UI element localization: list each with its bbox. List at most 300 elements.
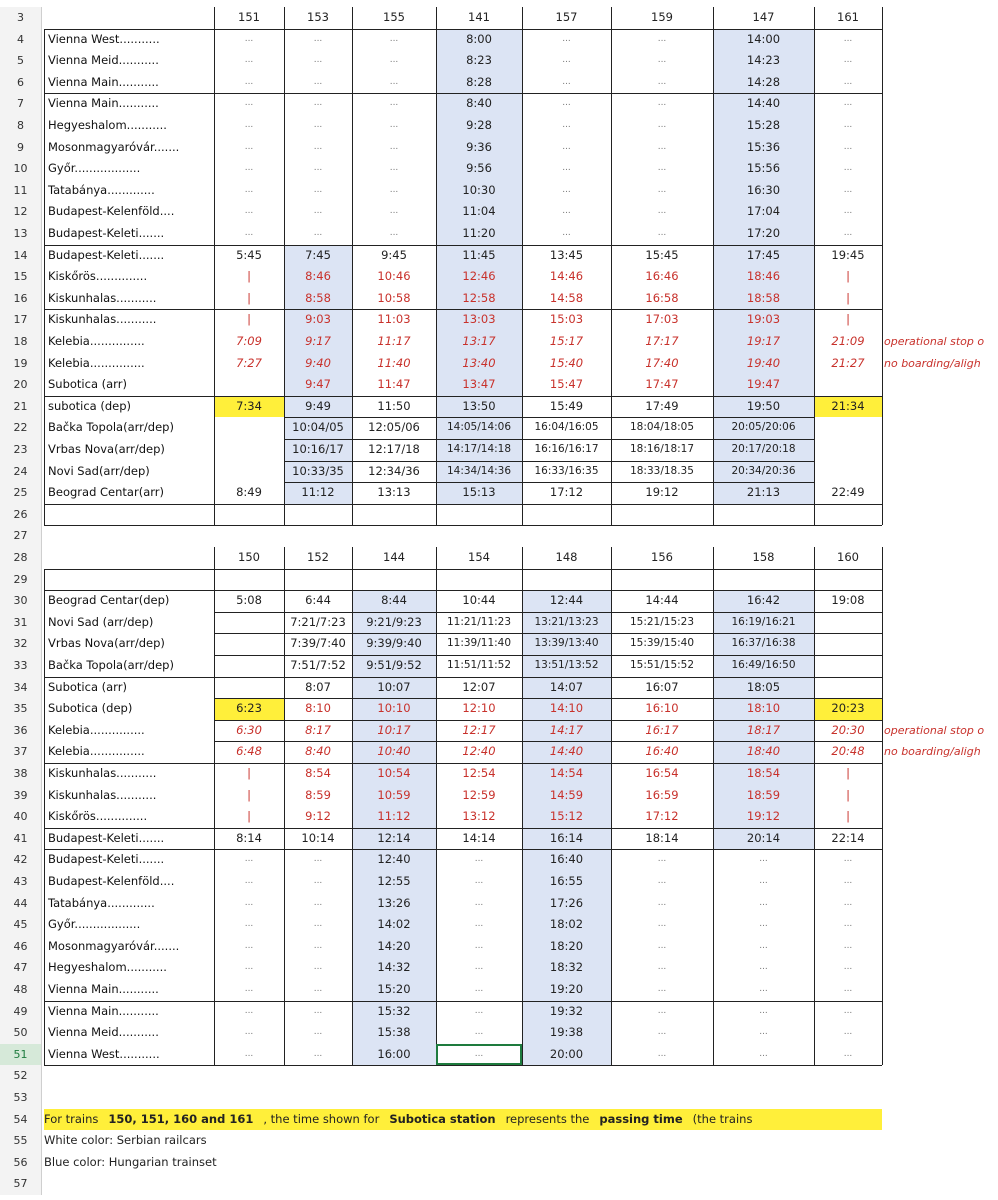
time-cell[interactable]: ...: [562, 206, 571, 217]
time-cell[interactable]: 18:14: [645, 830, 679, 845]
time-cell[interactable]: 18:17: [746, 722, 781, 737]
row-number[interactable]: 45: [0, 914, 42, 936]
time-cell[interactable]: 20:34/20:36: [731, 464, 796, 477]
time-cell[interactable]: ...: [843, 1048, 853, 1059]
station-name[interactable]: Vienna West...........: [48, 1046, 160, 1061]
station-name[interactable]: Kiskunhalas...........: [48, 787, 157, 802]
time-cell[interactable]: 16:58: [645, 290, 679, 305]
station-name[interactable]: Kiskőrös..............: [48, 809, 148, 824]
time-cell[interactable]: 16:42: [746, 593, 781, 608]
row-number[interactable]: 38: [0, 763, 42, 785]
time-cell[interactable]: ...: [657, 962, 667, 973]
time-cell[interactable]: ...: [244, 120, 254, 130]
train-number-header[interactable]: 155: [383, 10, 405, 24]
train-number-header[interactable]: 158: [752, 550, 775, 564]
station-name[interactable]: Bačka Topola(arr/dep): [48, 420, 174, 435]
time-cell[interactable]: 11:47: [377, 377, 411, 392]
train-number-header[interactable]: 159: [651, 10, 673, 24]
time-cell[interactable]: 11:21/11:23: [446, 615, 512, 628]
time-cell[interactable]: 15:32: [377, 1003, 411, 1018]
time-cell[interactable]: 6:23: [236, 701, 262, 716]
time-cell[interactable]: 8:40: [305, 744, 331, 759]
time-cell[interactable]: [814, 439, 882, 461]
time-cell[interactable]: 15:38: [377, 1025, 411, 1040]
time-cell[interactable]: 18:10: [746, 701, 781, 716]
time-cell[interactable]: 16:17: [645, 722, 679, 737]
time-cell[interactable]: ...: [389, 184, 399, 195]
time-cell[interactable]: 12:55: [377, 874, 411, 888]
row-number[interactable]: 35: [0, 698, 42, 720]
time-cell[interactable]: 12:34/36: [368, 463, 420, 478]
time-cell[interactable]: ...: [657, 33, 667, 44]
row-number[interactable]: 34: [0, 677, 42, 699]
row-number[interactable]: 57: [0, 1173, 42, 1195]
time-cell[interactable]: 10:46: [377, 269, 411, 284]
time-cell[interactable]: ...: [244, 876, 254, 886]
time-cell[interactable]: 15:39/15:40: [629, 637, 695, 650]
station-name[interactable]: Vienna Main...........: [48, 74, 159, 89]
train-number-header[interactable]: 161: [837, 10, 859, 24]
time-cell[interactable]: 18:04/18:05: [629, 421, 695, 434]
row-number[interactable]: 43: [0, 871, 42, 893]
station-name[interactable]: Budapest-Keleti.......: [48, 247, 165, 262]
time-cell[interactable]: 9:51/9:52: [366, 658, 422, 672]
time-cell[interactable]: ...: [657, 876, 667, 886]
time-cell[interactable]: 17:03: [645, 312, 679, 327]
time-cell[interactable]: 16:49/16:50: [731, 659, 796, 671]
time-cell[interactable]: 8:58: [305, 290, 331, 305]
time-cell[interactable]: ...: [313, 1027, 323, 1038]
time-cell[interactable]: 9:12: [305, 809, 331, 824]
row-number[interactable]: 51: [0, 1044, 42, 1066]
time-cell[interactable]: ...: [562, 184, 571, 195]
time-cell[interactable]: ...: [244, 897, 254, 908]
time-cell[interactable]: 17:17: [645, 334, 679, 348]
time-cell[interactable]: 7:27: [236, 355, 262, 370]
time-cell[interactable]: 19:47: [746, 377, 781, 392]
station-name[interactable]: Hegyeshalom...........: [48, 960, 167, 975]
row-number[interactable]: 25: [0, 482, 42, 504]
time-cell[interactable]: 19:50: [746, 398, 781, 413]
time-cell[interactable]: ...: [843, 876, 853, 886]
time-cell[interactable]: ...: [313, 897, 323, 908]
station-name[interactable]: Novi Sad (arr/dep): [48, 614, 154, 629]
time-cell[interactable]: 21:09: [831, 334, 865, 348]
time-cell[interactable]: ...: [313, 984, 323, 994]
row-number[interactable]: 17: [0, 309, 42, 331]
row-number[interactable]: 44: [0, 893, 42, 915]
selected-cell[interactable]: [436, 1044, 522, 1066]
time-cell[interactable]: 15:47: [549, 377, 584, 392]
time-cell[interactable]: [214, 612, 284, 634]
time-cell[interactable]: 11:50: [377, 398, 411, 413]
time-cell[interactable]: 13:26: [377, 895, 411, 910]
time-cell[interactable]: 9:47: [305, 377, 331, 392]
time-cell[interactable]: 16:40: [549, 852, 584, 867]
station-name[interactable]: Tatabánya.............: [48, 895, 155, 910]
station-name[interactable]: Bačka Topola(arr/dep): [48, 658, 174, 672]
time-cell[interactable]: 8:00: [466, 31, 492, 46]
time-cell[interactable]: |: [247, 809, 251, 824]
time-cell[interactable]: 15:49: [549, 398, 584, 413]
time-cell[interactable]: ...: [244, 33, 254, 44]
time-cell[interactable]: ...: [244, 206, 254, 217]
time-cell[interactable]: 7:09: [236, 334, 262, 348]
time-cell[interactable]: ...: [657, 919, 667, 930]
station-name[interactable]: Kelebia...............: [48, 334, 145, 348]
time-cell[interactable]: [814, 374, 882, 396]
time-cell[interactable]: 19:38: [549, 1025, 584, 1040]
time-cell[interactable]: ...: [244, 1005, 254, 1016]
time-cell[interactable]: 9:39/9:40: [366, 636, 422, 651]
time-cell[interactable]: ...: [389, 141, 399, 152]
station-name[interactable]: Beograd Centar(dep): [48, 593, 170, 608]
time-cell[interactable]: |: [247, 269, 251, 284]
row-number[interactable]: 53: [0, 1087, 42, 1109]
time-cell[interactable]: ...: [657, 940, 667, 951]
time-cell[interactable]: 5:08: [236, 593, 262, 608]
time-cell[interactable]: ...: [759, 1048, 768, 1059]
time-cell[interactable]: 14:02: [377, 917, 411, 932]
time-cell[interactable]: 18:16/18:17: [629, 443, 695, 455]
time-cell[interactable]: 16:40: [645, 744, 679, 759]
time-cell[interactable]: ...: [313, 76, 323, 87]
time-cell[interactable]: 10:33/35: [292, 463, 344, 478]
time-cell[interactable]: 10:16/17: [292, 442, 344, 456]
time-cell[interactable]: 9:03: [305, 312, 331, 327]
time-cell[interactable]: [214, 633, 284, 655]
time-cell[interactable]: 16:37/16:38: [731, 637, 796, 650]
row-number[interactable]: 16: [0, 288, 42, 310]
time-cell[interactable]: ...: [657, 98, 667, 109]
station-name[interactable]: Kiskunhalas...........: [48, 312, 157, 327]
time-cell[interactable]: 8:46: [305, 269, 331, 284]
time-cell[interactable]: 11:17: [377, 334, 411, 348]
time-cell[interactable]: 12:40: [377, 852, 411, 867]
row-number[interactable]: 56: [0, 1152, 42, 1174]
time-cell[interactable]: 10:59: [377, 787, 411, 802]
time-cell[interactable]: ...: [562, 228, 571, 238]
time-cell[interactable]: 19:32: [549, 1003, 584, 1018]
row-number[interactable]: 12: [0, 201, 42, 223]
time-cell[interactable]: [214, 439, 284, 461]
time-cell[interactable]: 16:55: [549, 874, 584, 888]
station-name[interactable]: Mosonmagyaróvár.......: [48, 139, 180, 154]
time-cell[interactable]: ...: [313, 98, 323, 109]
time-cell[interactable]: ...: [759, 876, 768, 886]
time-cell[interactable]: 13:47: [462, 377, 496, 392]
time-cell[interactable]: [814, 677, 882, 699]
time-cell[interactable]: 7:39/7:40: [290, 636, 346, 651]
station-name[interactable]: Budapest-Keleti.......: [48, 852, 165, 867]
time-cell[interactable]: 13:21/13:23: [534, 615, 599, 628]
time-cell[interactable]: ...: [389, 76, 399, 87]
time-cell[interactable]: 14:46: [549, 269, 584, 284]
time-cell[interactable]: 13:50: [462, 398, 496, 413]
station-name[interactable]: Kiskunhalas...........: [48, 766, 157, 780]
row-number[interactable]: 4: [0, 29, 42, 51]
time-cell[interactable]: [814, 461, 882, 483]
time-cell[interactable]: 15:36: [746, 139, 781, 154]
time-cell[interactable]: 16:30: [746, 182, 781, 197]
time-cell[interactable]: 11:51/11:52: [446, 659, 512, 671]
time-cell[interactable]: 20:48: [831, 744, 865, 759]
row-number[interactable]: 37: [0, 741, 42, 763]
time-cell[interactable]: ...: [313, 919, 323, 930]
time-cell[interactable]: ...: [843, 897, 853, 908]
time-cell[interactable]: 5:45: [236, 247, 262, 262]
time-cell[interactable]: 18:46: [746, 269, 781, 284]
time-cell[interactable]: 11:03: [377, 312, 411, 327]
row-number[interactable]: 27: [0, 525, 42, 547]
time-cell[interactable]: ...: [657, 120, 667, 130]
train-number-header[interactable]: 150: [238, 550, 260, 564]
time-cell[interactable]: ...: [474, 1005, 484, 1016]
time-cell[interactable]: 21:13: [746, 485, 781, 500]
time-cell[interactable]: 10:54: [377, 766, 411, 780]
time-cell[interactable]: 19:03: [746, 312, 781, 327]
station-name[interactable]: Vienna Meid...........: [48, 1025, 159, 1040]
time-cell[interactable]: ...: [313, 120, 323, 130]
time-cell[interactable]: 11:45: [462, 247, 496, 262]
row-number[interactable]: 18: [0, 331, 42, 353]
time-cell[interactable]: 12:17: [462, 722, 496, 737]
time-cell[interactable]: ...: [657, 184, 667, 195]
time-cell[interactable]: 20:17/20:18: [731, 443, 796, 455]
time-cell[interactable]: 15:12: [549, 809, 584, 824]
train-number-header[interactable]: 157: [555, 10, 578, 24]
time-cell[interactable]: ...: [313, 854, 323, 865]
row-number[interactable]: 11: [0, 180, 42, 202]
time-cell[interactable]: 17:20: [746, 226, 781, 240]
time-cell[interactable]: 8:07: [305, 679, 331, 694]
time-cell[interactable]: 18:33/18.35: [630, 464, 694, 477]
station-name[interactable]: Kelebia...............: [48, 744, 145, 759]
time-cell[interactable]: ...: [244, 1027, 254, 1038]
time-cell[interactable]: 16:54: [645, 766, 679, 780]
station-name[interactable]: Tatabánya.............: [48, 182, 155, 197]
time-cell[interactable]: 11:04: [462, 204, 496, 219]
time-cell[interactable]: 8:28: [466, 74, 492, 89]
station-name[interactable]: Kelebia...............: [48, 722, 145, 737]
time-cell[interactable]: ...: [562, 98, 571, 109]
time-cell[interactable]: 19:17: [746, 334, 781, 348]
row-number[interactable]: 7: [0, 93, 42, 115]
time-cell[interactable]: 11:12: [377, 809, 411, 824]
time-cell[interactable]: 12:58: [462, 290, 496, 305]
time-cell[interactable]: 15:20: [377, 982, 411, 996]
time-cell[interactable]: 14:17/14:18: [446, 443, 512, 455]
time-cell[interactable]: 15:40: [549, 355, 584, 370]
time-cell[interactable]: 22:49: [831, 485, 865, 500]
time-cell[interactable]: 16:07: [645, 679, 679, 694]
time-cell[interactable]: 14:40: [746, 96, 781, 111]
row-number[interactable]: 40: [0, 806, 42, 828]
time-cell[interactable]: ...: [562, 120, 571, 130]
time-cell[interactable]: ...: [389, 33, 399, 44]
time-cell[interactable]: 9:28: [466, 118, 492, 132]
time-cell[interactable]: 12:59: [462, 787, 496, 802]
time-cell[interactable]: 6:44: [305, 593, 331, 608]
time-cell[interactable]: 8:23: [466, 53, 492, 68]
time-cell[interactable]: ...: [313, 206, 323, 217]
time-cell[interactable]: ...: [843, 120, 853, 130]
time-cell[interactable]: ...: [313, 184, 323, 195]
time-cell[interactable]: 14:54: [549, 766, 584, 780]
time-cell[interactable]: 15:21/15:23: [629, 615, 695, 628]
time-cell[interactable]: 21:27: [831, 355, 865, 370]
time-cell[interactable]: ...: [843, 1005, 853, 1016]
time-cell[interactable]: ...: [843, 163, 853, 174]
time-cell[interactable]: ...: [244, 228, 254, 238]
row-number[interactable]: 28: [0, 547, 42, 569]
time-cell[interactable]: ...: [313, 1005, 323, 1016]
time-cell[interactable]: 8:17: [305, 722, 331, 737]
time-cell[interactable]: [214, 374, 284, 396]
time-cell[interactable]: [214, 417, 284, 439]
time-cell[interactable]: ...: [843, 962, 853, 973]
station-name[interactable]: Győr..................: [48, 917, 141, 932]
time-cell[interactable]: 14:59: [549, 787, 584, 802]
time-cell[interactable]: ...: [244, 141, 254, 152]
row-number[interactable]: 50: [0, 1022, 42, 1044]
time-cell[interactable]: 20:14: [746, 830, 781, 845]
station-name[interactable]: Győr..................: [48, 161, 141, 176]
station-name[interactable]: subotica (dep): [48, 398, 131, 413]
time-cell[interactable]: 19:08: [831, 593, 865, 608]
time-cell[interactable]: ...: [843, 1027, 853, 1038]
station-name[interactable]: Mosonmagyaróvár.......: [48, 938, 180, 953]
time-cell[interactable]: ...: [657, 854, 667, 865]
time-cell[interactable]: ...: [843, 228, 853, 238]
time-cell[interactable]: ...: [843, 940, 853, 951]
time-cell[interactable]: 19:40: [746, 355, 781, 370]
time-cell[interactable]: 19:12: [645, 485, 679, 500]
time-cell[interactable]: 12:07: [462, 679, 496, 694]
train-number-header[interactable]: 151: [238, 10, 260, 24]
time-cell[interactable]: ...: [657, 55, 667, 66]
time-cell[interactable]: [814, 655, 882, 677]
time-cell[interactable]: |: [846, 809, 850, 824]
row-number[interactable]: 3: [0, 7, 42, 29]
time-cell[interactable]: ...: [474, 897, 484, 908]
row-number[interactable]: 14: [0, 245, 42, 267]
time-cell[interactable]: 10:58: [377, 290, 411, 305]
train-number-header[interactable]: 156: [651, 550, 673, 564]
row-number[interactable]: 54: [0, 1109, 42, 1131]
time-cell[interactable]: ...: [474, 940, 484, 951]
time-cell[interactable]: 17:26: [549, 895, 584, 910]
time-cell[interactable]: ...: [759, 962, 768, 973]
time-cell[interactable]: 15:51/15:52: [629, 659, 695, 671]
time-cell[interactable]: 15:45: [645, 247, 679, 262]
time-cell[interactable]: 14:44: [645, 593, 679, 608]
time-cell[interactable]: ...: [389, 206, 399, 217]
row-number[interactable]: 5: [0, 50, 42, 72]
time-cell[interactable]: ...: [759, 854, 768, 865]
time-cell[interactable]: ...: [843, 55, 853, 66]
time-cell[interactable]: 7:21/7:23: [290, 614, 346, 629]
time-cell[interactable]: ...: [474, 962, 484, 973]
time-cell[interactable]: 17:49: [645, 398, 679, 413]
station-name[interactable]: Vienna Main...........: [48, 1003, 159, 1018]
time-cell[interactable]: 16:04/16:05: [534, 421, 599, 434]
time-cell[interactable]: ...: [657, 1005, 667, 1016]
station-name[interactable]: Vienna Main...........: [48, 96, 159, 111]
time-cell[interactable]: 6:48: [236, 744, 262, 759]
row-number[interactable]: 31: [0, 612, 42, 634]
train-number-header[interactable]: 148: [555, 550, 578, 564]
time-cell[interactable]: 20:05/20:06: [731, 421, 796, 434]
time-cell[interactable]: ...: [244, 98, 254, 109]
time-cell[interactable]: 12:10: [462, 701, 496, 716]
station-name[interactable]: Budapest-Keleti.......: [48, 226, 165, 240]
station-name[interactable]: Kiskőrös..............: [48, 269, 148, 284]
time-cell[interactable]: 8:40: [466, 96, 492, 111]
time-cell[interactable]: ...: [244, 1048, 254, 1059]
row-number[interactable]: 39: [0, 785, 42, 807]
station-name[interactable]: Kelebia...............: [48, 355, 145, 370]
row-number[interactable]: 36: [0, 720, 42, 742]
station-name[interactable]: Budapest-Kelenföld....: [48, 204, 175, 219]
time-cell[interactable]: [214, 655, 284, 677]
time-cell[interactable]: 12:05/06: [368, 420, 420, 435]
time-cell[interactable]: |: [247, 766, 251, 780]
time-cell[interactable]: 10:14: [301, 830, 335, 845]
time-cell[interactable]: ...: [313, 940, 323, 951]
time-cell[interactable]: ...: [562, 55, 571, 66]
time-cell[interactable]: 7:45: [305, 247, 331, 262]
time-cell[interactable]: ...: [759, 984, 768, 994]
time-cell[interactable]: 15:17: [549, 334, 584, 348]
time-cell[interactable]: 17:12: [645, 809, 679, 824]
time-cell[interactable]: 17:04: [746, 204, 781, 219]
train-number-header[interactable]: 147: [752, 10, 775, 24]
time-cell[interactable]: 9:40: [305, 355, 331, 370]
time-cell[interactable]: 9:45: [381, 247, 407, 262]
time-cell[interactable]: 12:17/18: [368, 442, 420, 456]
station-name[interactable]: Novi Sad(arr/dep): [48, 463, 150, 478]
time-cell[interactable]: 13:45: [549, 247, 584, 262]
time-cell[interactable]: 10:07: [377, 679, 411, 694]
time-cell[interactable]: 9:49: [305, 398, 331, 413]
row-number[interactable]: 47: [0, 957, 42, 979]
time-cell[interactable]: ...: [389, 120, 399, 130]
row-number[interactable]: 8: [0, 115, 42, 137]
time-cell[interactable]: 12:14: [377, 830, 411, 845]
time-cell[interactable]: 10:17: [377, 722, 411, 737]
time-cell[interactable]: ...: [843, 919, 853, 930]
time-cell[interactable]: ...: [244, 984, 254, 994]
time-cell[interactable]: |: [247, 290, 251, 305]
station-name[interactable]: Vienna Main...........: [48, 982, 159, 996]
time-cell[interactable]: 14:23: [746, 53, 781, 68]
time-cell[interactable]: ...: [244, 184, 254, 195]
row-number[interactable]: 19: [0, 353, 42, 375]
time-cell[interactable]: |: [846, 312, 850, 327]
time-cell[interactable]: ...: [474, 984, 484, 994]
row-number[interactable]: 26: [0, 504, 42, 526]
time-cell[interactable]: 8:14: [236, 830, 262, 845]
time-cell[interactable]: ...: [657, 984, 667, 994]
time-cell[interactable]: ...: [657, 1048, 667, 1059]
time-cell[interactable]: |: [247, 312, 251, 327]
time-cell[interactable]: 14:10: [549, 701, 584, 716]
time-cell[interactable]: |: [247, 787, 251, 802]
time-cell[interactable]: 7:34: [236, 398, 262, 413]
time-cell[interactable]: |: [846, 290, 850, 305]
time-cell[interactable]: 8:54: [305, 766, 331, 780]
